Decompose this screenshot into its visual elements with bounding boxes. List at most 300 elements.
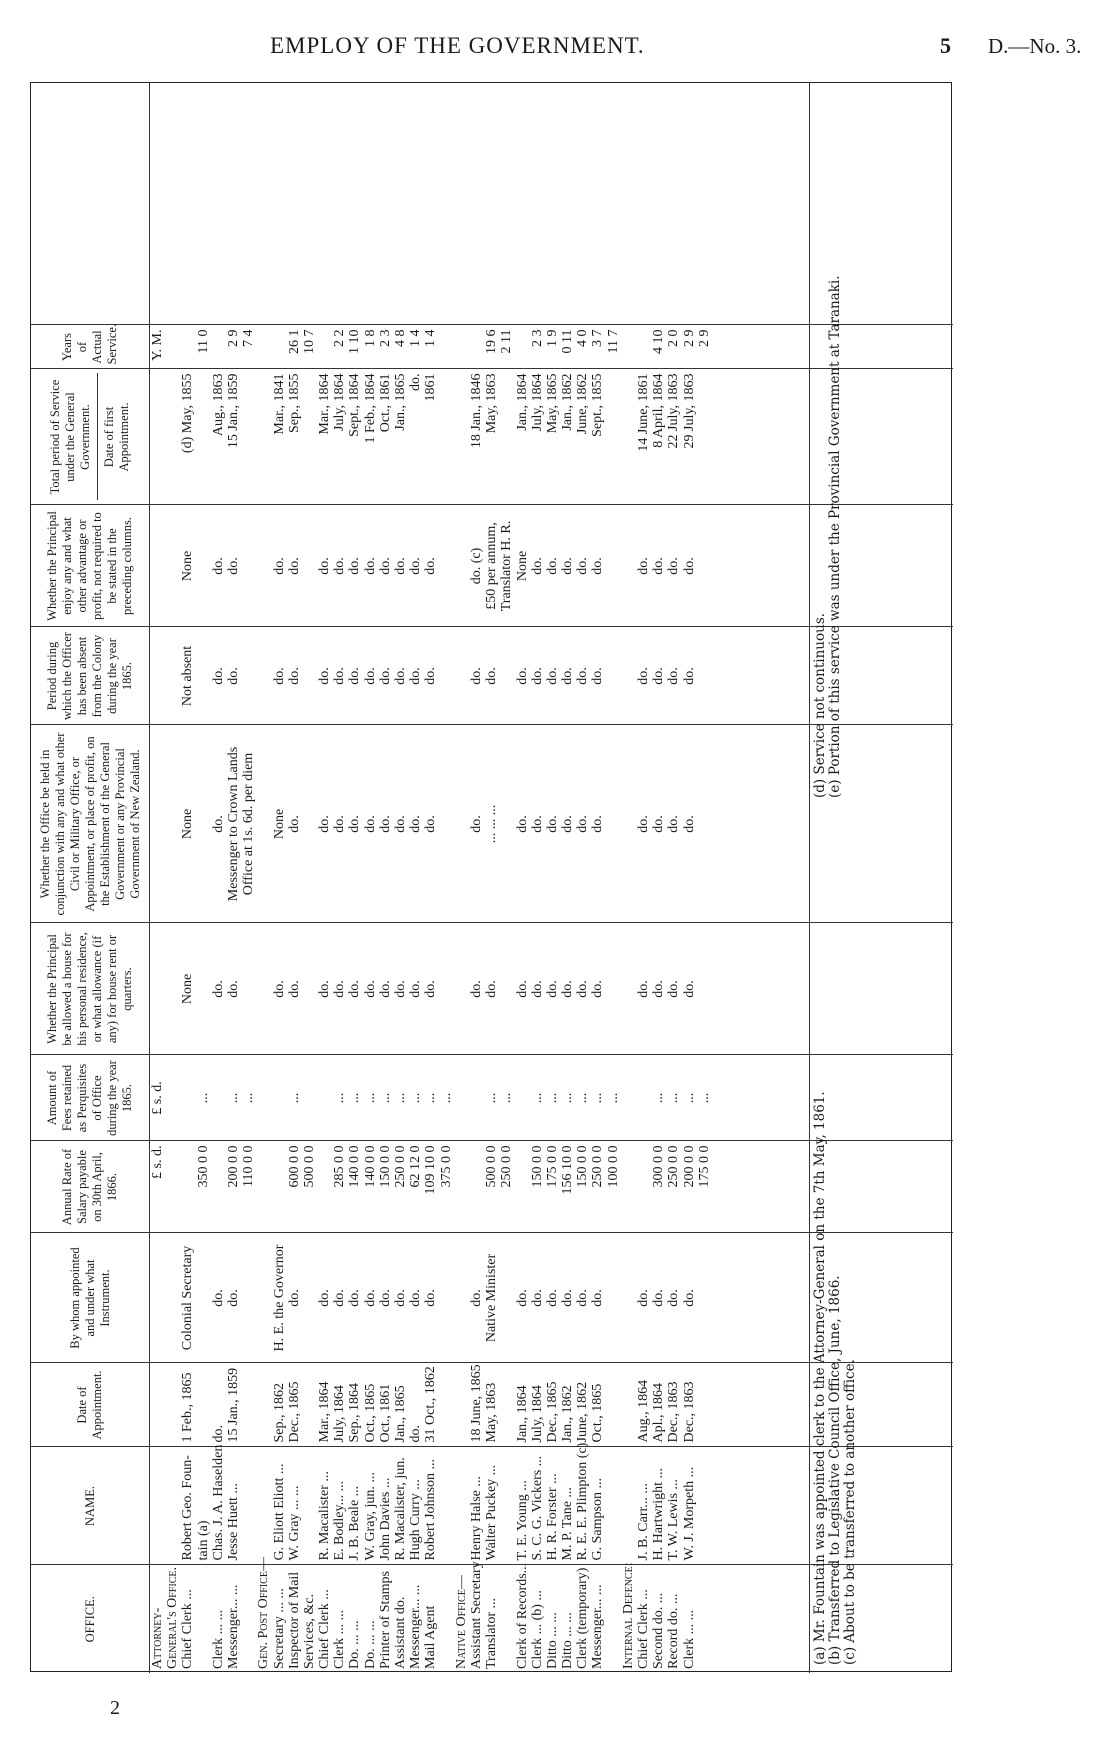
fees-line (454, 1060, 469, 1137)
other-office-line (196, 730, 211, 919)
salary-line (165, 1146, 180, 1229)
house-line: None (180, 973, 196, 1005)
first-appt-line: do. (408, 373, 424, 391)
house-line: do. (225, 980, 241, 998)
absent-line: do. (347, 667, 363, 685)
house-line: do. (666, 980, 682, 998)
name-line: J. B. Carr... ... (636, 1483, 651, 1561)
name-line: W. Gray ... ... (286, 1485, 302, 1561)
fees-line (469, 1060, 484, 1137)
office-line: General's Office. (165, 1567, 181, 1669)
office-line: Clerk ... (b) ... (529, 1590, 545, 1669)
date-line: Jan., 1862 (560, 1385, 576, 1443)
fees-line (515, 1060, 530, 1137)
other-office-line: None (271, 808, 287, 840)
salary-line: 500 0 0 (301, 1145, 317, 1188)
office-line: Clerk ... ... (681, 1609, 697, 1669)
absent-line (165, 632, 180, 721)
house-line: do. (681, 980, 697, 998)
office-line: Do. ... ... (362, 1620, 378, 1669)
date-line: Oct., 1865 (590, 1383, 606, 1443)
salary-line: 250 0 0 (393, 1145, 408, 1188)
other-office-line (621, 730, 636, 919)
col-date-appointment: Date of Appointment. (31, 1363, 150, 1447)
col-years-service: Years of Actual Service. (31, 325, 150, 369)
col-house: Whether the Principal be allowed a house for his personal residence, or what allowance (if any) for house rent or quarters. (31, 923, 150, 1055)
fees-line (621, 1060, 636, 1137)
by-whom-line: do. (225, 1289, 241, 1307)
by-whom-line: do. (286, 1289, 302, 1307)
years-line (515, 330, 530, 365)
absent-line: do. (544, 667, 560, 685)
years-line: 3 7 (590, 329, 606, 347)
years-line: 7 4 (241, 329, 257, 347)
advantage-line: do. (225, 557, 241, 575)
office-line: Inspector of Mail (286, 1571, 302, 1669)
salary-line (256, 1146, 271, 1229)
name-line: Walter Puckey ... (484, 1464, 500, 1561)
name-line (302, 1452, 317, 1561)
by-whom-line: do. (332, 1289, 348, 1307)
salary-line: 250 0 0 (499, 1145, 515, 1188)
page-marker: 2 (110, 1697, 120, 1719)
advantage-line: None (514, 550, 530, 582)
salary-line: 200 0 0 (225, 1145, 241, 1188)
office-line: Clerk ... ... (210, 1609, 226, 1669)
office-line: Clerk (temporary) (575, 1567, 591, 1669)
office-line: Chief Clerk ... (317, 1589, 333, 1669)
advantage-line: do. (332, 557, 348, 575)
absent-line: do. (271, 667, 287, 685)
years-values (165, 329, 712, 365)
col-salary-label: Annual Rate of Salary payable on 30th April, 1866. (60, 1148, 119, 1226)
by-whom-line: do. (544, 1289, 560, 1307)
fees-line: ... (575, 1092, 591, 1104)
office-line (241, 1570, 256, 1670)
first-appt-line: 22 July, 1863 (666, 373, 682, 449)
first-appt-line (302, 374, 317, 501)
other-office-line (439, 730, 454, 919)
fees-line: ... (696, 1092, 712, 1104)
salary-line: 62 12 0 (408, 1145, 424, 1188)
absent-line: do. (210, 667, 226, 685)
other-office-line: do. (590, 815, 606, 833)
date-line (302, 1368, 317, 1443)
fees-line (272, 1060, 287, 1137)
years-line (469, 330, 484, 365)
name-line: Henry Halse ... (468, 1476, 484, 1561)
advantage-line: do. (636, 557, 651, 575)
col-fees (31, 1055, 150, 1141)
house-line (439, 928, 454, 1051)
advantage-line: do. (544, 557, 560, 575)
salary-line (469, 1146, 484, 1229)
salary-line: 100 0 0 (605, 1145, 621, 1188)
name-line: R. Macalister ... (317, 1471, 333, 1561)
other-office-line: do. (544, 815, 560, 833)
col-name: NAME. (31, 1447, 150, 1565)
by-whom-line: do. (377, 1289, 393, 1307)
other-office-line (454, 730, 469, 919)
salary-values (165, 1145, 712, 1229)
absent-line: do. (514, 667, 530, 685)
date-line: May, 1863 (484, 1382, 500, 1443)
other-office-line: do. (681, 815, 697, 833)
first-appt-line: 14 June, 1861 (636, 373, 651, 452)
advantage-line (150, 510, 165, 623)
salary-line: 285 0 0 (332, 1145, 348, 1188)
years-units: Y. M. (150, 329, 165, 361)
fees-line: ... (529, 1092, 545, 1104)
advantage-line: do. (317, 557, 333, 575)
by-whom-line (165, 1238, 180, 1359)
name-line: Jesse Huett ... (225, 1483, 241, 1561)
first-appt-line: June, 1862 (575, 373, 591, 435)
salary-line: 175 0 0 (696, 1145, 712, 1188)
fees-line (165, 1060, 180, 1137)
years-line: 1 10 (347, 329, 363, 354)
by-whom-line (196, 1238, 211, 1359)
advantage-line: do. (590, 557, 606, 575)
office-line: Ditto ... ... (544, 1612, 560, 1669)
absent-line: do. (575, 667, 591, 685)
absent-line: do. (590, 667, 606, 685)
other-office-line: do. (210, 815, 226, 833)
by-whom-line: do. (575, 1289, 591, 1307)
col-first-appointment-label: Date of first Appointment. (102, 402, 131, 472)
other-office-line: do. (362, 815, 378, 833)
footnote-d: (d) Service not continuous. (812, 612, 828, 798)
footnote-b: (b) Transferred to Legislative Council Office, June, 1866. (827, 1275, 843, 1665)
salary-line (454, 1146, 469, 1229)
office-line: Second do. ... (651, 1592, 667, 1669)
absent-line (302, 632, 317, 721)
office-line: Gen. Post Office— (256, 1557, 272, 1669)
by-whom-line: do. (590, 1289, 606, 1307)
date-line (439, 1368, 454, 1443)
years-line: 4 0 (575, 329, 591, 347)
other-office-line (165, 730, 180, 919)
other-office-line: do. (408, 815, 424, 833)
salary-line: 110 0 0 (241, 1145, 257, 1187)
absent-line: do. (423, 667, 439, 685)
house-line: do. (651, 980, 667, 998)
office-line: Clerk of Records... (514, 1562, 530, 1669)
advantage-line: do. (377, 557, 393, 575)
house-line: do. (377, 980, 393, 998)
absent-line: do. (225, 667, 241, 685)
by-whom-line: do. (651, 1289, 667, 1307)
advantage-line (165, 510, 180, 623)
fees-line: ... (499, 1092, 515, 1104)
years-line: 2 11 (499, 329, 515, 354)
document-reference: D.—No. 3. (988, 34, 1082, 58)
years-line: 2 0 (666, 329, 682, 347)
first-appt-line: May, 1865 (544, 373, 560, 434)
fees-line: ... (666, 1092, 682, 1104)
first-appt-line: Oct., 1861 (377, 373, 393, 433)
page-header (0, 0, 1114, 60)
years-line (211, 330, 226, 365)
house-line: do. (529, 980, 545, 998)
by-whom-line (302, 1238, 317, 1359)
house-line: do. (393, 980, 408, 998)
date-line: do. (210, 1425, 226, 1443)
salary-line (515, 1146, 530, 1229)
other-office-line: do. (575, 815, 591, 833)
advantage-line: do. (286, 557, 302, 575)
absent-line: do. (377, 667, 393, 685)
other-office-line: do. (666, 815, 682, 833)
salary-line: 300 0 0 (651, 1145, 667, 1188)
date-line (256, 1368, 271, 1443)
first-appt-line: Jan., 1865 (393, 373, 408, 431)
by-whom-line: do. (468, 1289, 484, 1307)
advantage-line: do. (529, 557, 545, 575)
house-line (196, 928, 211, 1051)
advantage-line: do. (210, 557, 226, 575)
years-line (165, 330, 180, 365)
first-appt-line: 15 Jan., 1859 (225, 373, 241, 449)
house-line (499, 928, 514, 1051)
col-absent: Period during which the Officer has been absent from the Colony during the year 1865. (31, 627, 150, 725)
first-appt-line: Aug., 1863 (210, 373, 226, 437)
absent-line (256, 632, 271, 721)
years-line: 4 10 (651, 329, 667, 354)
advantage-line: do. (575, 557, 591, 575)
advantage-line: do. (651, 557, 667, 575)
name-line: John Davies ... (377, 1477, 393, 1561)
name-line: E. Bodley... ... (332, 1480, 348, 1561)
years-line: 1 9 (544, 329, 560, 347)
date-line: July, 1864 (332, 1385, 348, 1443)
years-line: 2 3 (377, 329, 393, 347)
advantage-line: do. (362, 557, 378, 575)
house-line: do. (468, 980, 484, 998)
other-office-line: do. (514, 815, 530, 833)
by-whom-line: do. (393, 1289, 408, 1307)
other-office-line (302, 730, 317, 919)
name-line: H. Hartwright ... (651, 1467, 667, 1561)
date-line: Sep., 1862 (271, 1383, 287, 1443)
other-office-line (499, 730, 514, 919)
years-line (621, 330, 636, 365)
name-line (241, 1452, 256, 1561)
other-office-line (256, 730, 271, 919)
col-total-period: Total period of Service under the General Government. (48, 374, 98, 501)
date-line: Oct., 1861 (377, 1383, 393, 1443)
fees-line (302, 1060, 317, 1137)
date-line: Dec., 1865 (544, 1381, 560, 1443)
by-whom-line (439, 1238, 454, 1359)
office-line: Messenger... ... (590, 1584, 606, 1669)
advantage-line: Translator H. R. (499, 520, 515, 612)
fees-line: ... (332, 1092, 348, 1104)
name-line: J. B. Beale ... (347, 1485, 363, 1561)
other-office-line: do. (560, 815, 576, 833)
fees-line: ... (195, 1092, 211, 1104)
advantage-line: None (180, 550, 196, 582)
house-line (150, 928, 165, 1051)
other-office-line: do. (468, 815, 484, 833)
date-line: Dec., 1863 (681, 1381, 697, 1443)
office-line: Ditto ... ... (560, 1612, 576, 1669)
date-line (241, 1368, 256, 1443)
other-office-line: do. (393, 815, 408, 833)
first-appt-line (454, 374, 469, 501)
absent-line: do. (362, 667, 378, 685)
office-line: Chief Clerk ... (636, 1589, 651, 1669)
years-line: 2 9 (696, 329, 712, 347)
date-line (454, 1368, 469, 1443)
by-whom-line (256, 1238, 271, 1359)
office-line: Printer of Stamps (377, 1571, 393, 1669)
first-appt-line (606, 374, 621, 501)
first-appt-line (150, 374, 165, 501)
other-office-line: do. (529, 815, 545, 833)
advantage-line (606, 510, 621, 623)
absent-line: do. (286, 667, 302, 685)
absent-line (150, 632, 165, 721)
house-line (241, 928, 256, 1051)
salary-line (621, 1146, 636, 1229)
by-whom-line (241, 1238, 256, 1359)
name-line (150, 1452, 165, 1561)
name-line (165, 1452, 180, 1561)
years-line: 2 2 (332, 329, 348, 347)
advantage-line: £50 per annum, (484, 522, 500, 610)
first-appt-line: Jan., 1864 (514, 373, 530, 431)
absent-line (454, 632, 469, 721)
absent-line (621, 632, 636, 721)
absent-line: do. (317, 667, 333, 685)
first-appt-line: 1 Feb., 1864 (362, 373, 378, 444)
absent-line (499, 632, 514, 721)
page-number: 5 (940, 33, 951, 58)
salary-line: 375 0 0 (438, 1145, 454, 1188)
advantage-line (302, 510, 317, 623)
advantage-line (256, 510, 271, 623)
other-office-line: do. (423, 815, 439, 833)
house-line (606, 928, 621, 1051)
first-appt-line: Sep., 1855 (286, 373, 302, 433)
salary-line: 250 0 0 (666, 1145, 682, 1188)
name-line: T. E. Young ... (514, 1480, 530, 1561)
house-line: do. (347, 980, 363, 998)
house-line: do. (332, 980, 348, 998)
years-line: 0 11 (560, 329, 576, 354)
absent-line: do. (468, 667, 484, 685)
date-line (499, 1368, 514, 1443)
house-line: do. (271, 980, 287, 998)
by-whom-line: do. (423, 1289, 439, 1307)
name-line: G. Sampson ... (590, 1478, 606, 1561)
date-line: July, 1864 (529, 1385, 545, 1443)
office-line: Mail Agent (423, 1605, 439, 1669)
office-line: Clerk ... ... (332, 1609, 348, 1669)
advantage-line: do. (c) (468, 547, 484, 585)
office-line: Translator ... (484, 1597, 500, 1669)
footnote-e: (e) Portion of this service was under the Provincial Government at Taranaki. (827, 275, 843, 798)
absent-line: do. (408, 667, 424, 685)
advantage-line: do. (423, 557, 439, 575)
first-appt-line: 29 July, 1863 (681, 373, 697, 449)
office-line (196, 1570, 211, 1670)
by-whom-line: H. E. the Governor (271, 1244, 287, 1352)
fees-line: ... (484, 1092, 500, 1104)
name-line (606, 1452, 621, 1561)
office-line: Native Office— (453, 1575, 469, 1669)
years-line: 2 3 (529, 329, 545, 347)
salary-line: 200 0 0 (681, 1145, 697, 1188)
fees-line (256, 1060, 271, 1137)
first-appt-line: July, 1864 (529, 373, 545, 431)
date-line: Aug., 1864 (636, 1379, 651, 1443)
name-line: Robert Johnson ... (423, 1459, 439, 1561)
first-appt-line (256, 374, 271, 501)
by-whom-line: do. (666, 1289, 682, 1307)
advantage-line (241, 510, 256, 623)
fees-line: ... (681, 1092, 697, 1104)
first-appt-line: 18 Jan., 1846 (468, 373, 484, 449)
advantage-line: do. (271, 557, 287, 575)
col-advantage: Whether the Principal enjoy any and what other advantage or profit, not required to be stated in the preceding columns. (31, 505, 150, 627)
house-line: do. (560, 980, 576, 998)
other-office-line: do. (347, 815, 363, 833)
years-line: 2 9 (225, 329, 241, 347)
salary-line (272, 1146, 287, 1229)
salary-units: £ s. d. (150, 1145, 165, 1179)
years-line: 1 8 (362, 329, 378, 347)
office-line: Do. ... ... (347, 1620, 363, 1669)
fees-line: ... (393, 1092, 408, 1104)
date-line: 18 June, 1865 (468, 1364, 484, 1443)
years-line: 1 4 (408, 329, 424, 347)
absent-line (606, 632, 621, 721)
fees-line: ... (651, 1092, 667, 1104)
date-line (165, 1368, 180, 1443)
advantage-line: do. (408, 557, 424, 575)
date-line: Apl., 1864 (651, 1383, 667, 1443)
date-line (196, 1368, 211, 1443)
fees-line: ... (423, 1092, 439, 1104)
footnote-c: (c) About to be transferred to another office. (842, 1359, 858, 1665)
house-line: do. (317, 980, 333, 998)
absent-line (439, 632, 454, 721)
date-line: 15 Jan., 1859 (225, 1367, 241, 1443)
fees-line (180, 1060, 195, 1137)
first-appt-line (196, 374, 211, 501)
house-line (256, 928, 271, 1051)
by-whom-line: do. (210, 1289, 226, 1307)
by-whom-line: do. (560, 1289, 576, 1307)
absent-line: do. (332, 667, 348, 685)
name-line: S. C. G. Vickers ... (529, 1455, 545, 1561)
salary-line: 600 0 0 (286, 1145, 302, 1188)
office-line (439, 1570, 454, 1670)
by-whom-line: do. (636, 1289, 651, 1307)
office-line: Secretary ... ... (271, 1588, 287, 1669)
years-line (180, 330, 195, 365)
fees-line: ... (590, 1092, 606, 1104)
absent-line: do. (560, 667, 576, 685)
salary-line: 140 0 0 (362, 1145, 378, 1188)
date-line: 1 Feb., 1865 (180, 1372, 196, 1443)
by-whom-line: Native Minister (484, 1253, 500, 1343)
house-line: do. (514, 980, 530, 998)
date-line: Sep., 1864 (347, 1383, 363, 1443)
years-line (317, 330, 332, 365)
